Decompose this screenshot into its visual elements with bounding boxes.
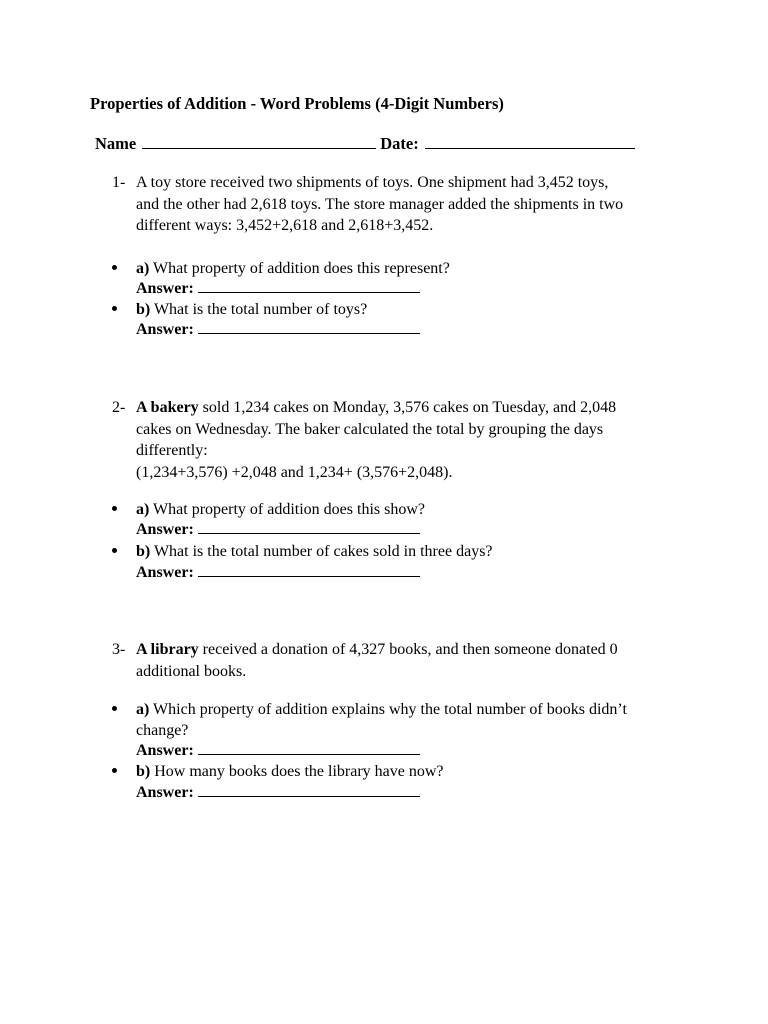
bullet-icon <box>112 506 117 511</box>
question-label: a) <box>136 701 150 718</box>
answer-blank[interactable] <box>198 319 420 334</box>
problem-text-line: A bakery sold 1,234 cakes on Monday, 3,576 cakes on Tuesday, and 2,048 <box>136 399 617 416</box>
name-date-line <box>95 134 639 154</box>
problem-text-line: differently: <box>136 442 208 459</box>
name-label: Name <box>95 134 137 153</box>
problem-number: 2- <box>112 399 126 416</box>
question-label: a) <box>136 501 150 518</box>
problem-lead: A library <box>136 641 199 658</box>
answer-blank[interactable] <box>198 519 420 534</box>
answer-label: Answer: <box>136 564 194 581</box>
answer-label: Answer: <box>136 280 194 297</box>
problem-text-line: cakes on Wednesday. The baker calculated the total by grouping the days <box>136 420 604 438</box>
answer-line[interactable] <box>136 740 420 761</box>
bullet-icon <box>112 768 117 773</box>
answer-line[interactable] <box>136 278 420 299</box>
problem-text <box>136 639 681 682</box>
answer-blank[interactable] <box>198 782 420 797</box>
answer-label: Answer: <box>136 742 194 759</box>
question-text: a) What property of addition does this represent? <box>136 260 450 277</box>
problem-text-line: additional books. <box>136 662 247 680</box>
answer-blank[interactable] <box>198 740 420 755</box>
answer-label: Answer: <box>136 521 194 538</box>
problem-number: 3- <box>112 641 126 658</box>
bullet-icon <box>112 306 117 311</box>
question-label: b) <box>136 543 151 560</box>
date-blank[interactable] <box>425 134 635 149</box>
answer-label: Answer: <box>136 321 194 338</box>
answer-line[interactable] <box>136 562 420 583</box>
question-text: a) What property of addition does this show? <box>136 501 425 518</box>
problem-text <box>136 172 681 237</box>
problem-number: 1- <box>112 174 126 191</box>
problem-lead: A bakery <box>136 399 199 416</box>
answer-line[interactable] <box>136 519 420 540</box>
problem-text <box>136 397 681 483</box>
worksheet-title: Properties of Addition - Word Problems (4-Digit Numbers) <box>90 94 504 113</box>
problem-text-line: (1,234+3,576) +2,048 and 1,234+ (3,576+2,048). <box>136 463 453 481</box>
answer-blank[interactable] <box>198 278 420 293</box>
problem-text-line: different ways: 3,452+2,618 and 2,618+3,452. <box>136 217 434 234</box>
answer-line[interactable] <box>136 782 420 803</box>
bullet-icon <box>112 265 117 270</box>
question-label: b) <box>136 301 151 318</box>
answer-line[interactable] <box>136 319 420 340</box>
question-label: a) <box>136 260 150 277</box>
question-text: b) How many books does the library have now? <box>136 763 444 780</box>
bullet-icon <box>112 548 117 553</box>
answer-label: Answer: <box>136 784 194 801</box>
bullet-icon <box>112 706 117 711</box>
problem-text-line: A toy store received two shipments of toys. One shipment had 3,452 toys, <box>136 174 609 191</box>
problem-text-line: A library received a donation of 4,327 books, and then someone donated 0 <box>136 641 618 658</box>
question-text: b) What is the total number of cakes sold in three days? <box>136 543 493 560</box>
question-text: a) Which property of addition explains why the total number of books didn’t change? <box>136 701 627 739</box>
answer-blank[interactable] <box>198 562 420 577</box>
name-blank[interactable] <box>142 134 376 149</box>
problem-text-line: and the other had 2,618 toys. The store manager added the shipments in two <box>136 195 624 213</box>
date-label: Date: <box>380 134 419 153</box>
question-label: b) <box>136 763 151 780</box>
question-text: b) What is the total number of toys? <box>136 301 368 318</box>
